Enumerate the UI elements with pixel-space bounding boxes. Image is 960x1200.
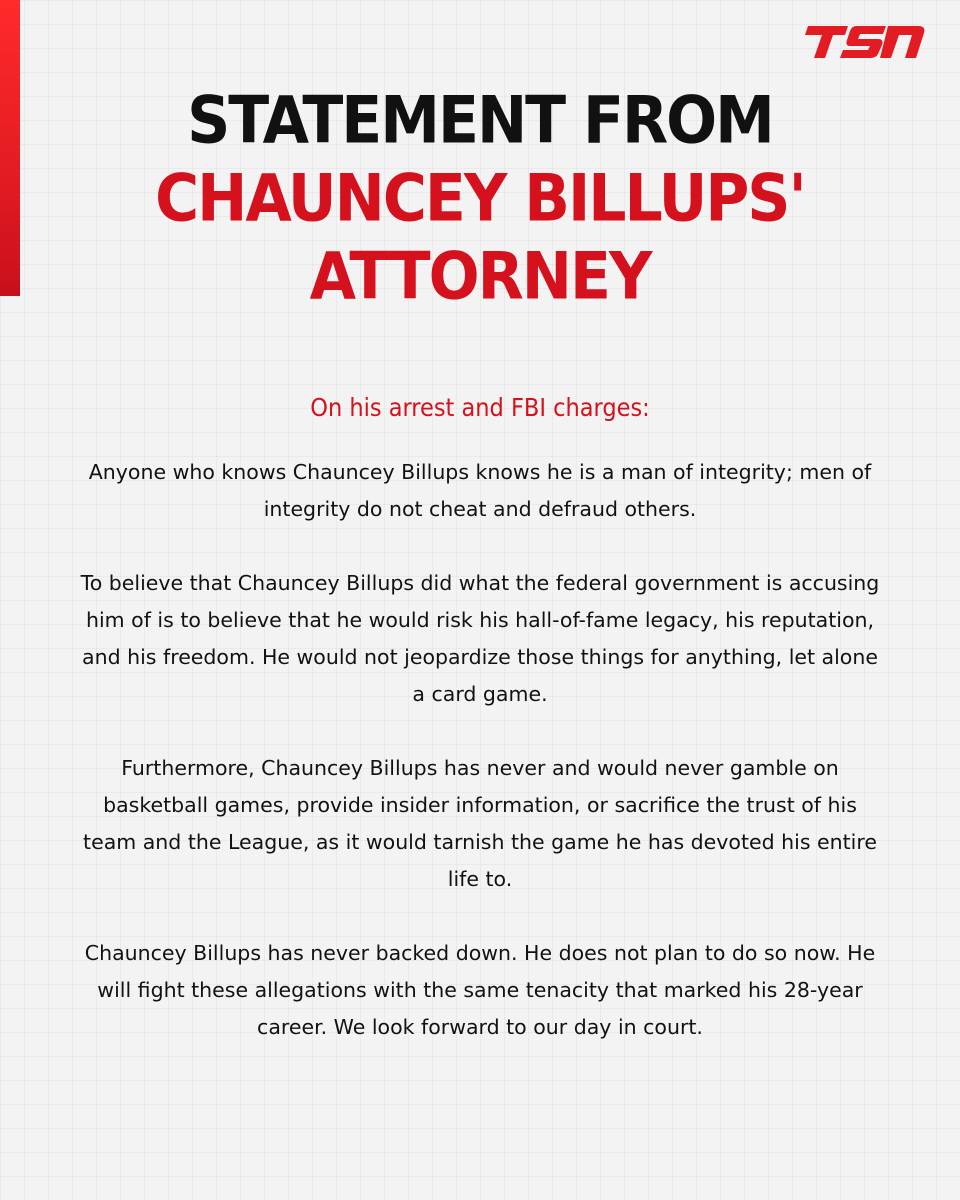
headline-line-2: CHAUNCEY BILLUPS' <box>155 161 805 237</box>
paragraph-1: Anyone who knows Chauncey Billups knows he is a man of integrity; men of integrity do not cheat and defraud others. <box>88 460 872 521</box>
tsn-logo <box>800 22 930 62</box>
paragraph-2: To believe that Chauncey Billups did what the federal government is accusing him of is to believe that he would risk his hall-of-fame legacy, his reputation, and his freedom. He would not jeopardize those things for anything, let alone a card game. <box>80 571 880 706</box>
subhead: On his arrest and FBI charges: <box>310 393 650 422</box>
statement-body <box>80 454 880 1083</box>
headline <box>0 82 960 316</box>
headline-line-3: ATTORNEY <box>309 239 651 315</box>
paragraph-4: Chauncey Billups has never backed down. He does not plan to do so now. He will fight these allegations with the same tenacity that marked his 28-year career. We look forward to our day in court. <box>84 941 876 1039</box>
headline-line-1: STATEMENT FROM <box>187 83 773 159</box>
paragraph-3: Furthermore, Chauncey Billups has never and would never gamble on basketball games, provide insider information, or sacrifice the trust of his team and the League, as it would tarnish the game he has devoted his entire life to. <box>83 756 877 891</box>
